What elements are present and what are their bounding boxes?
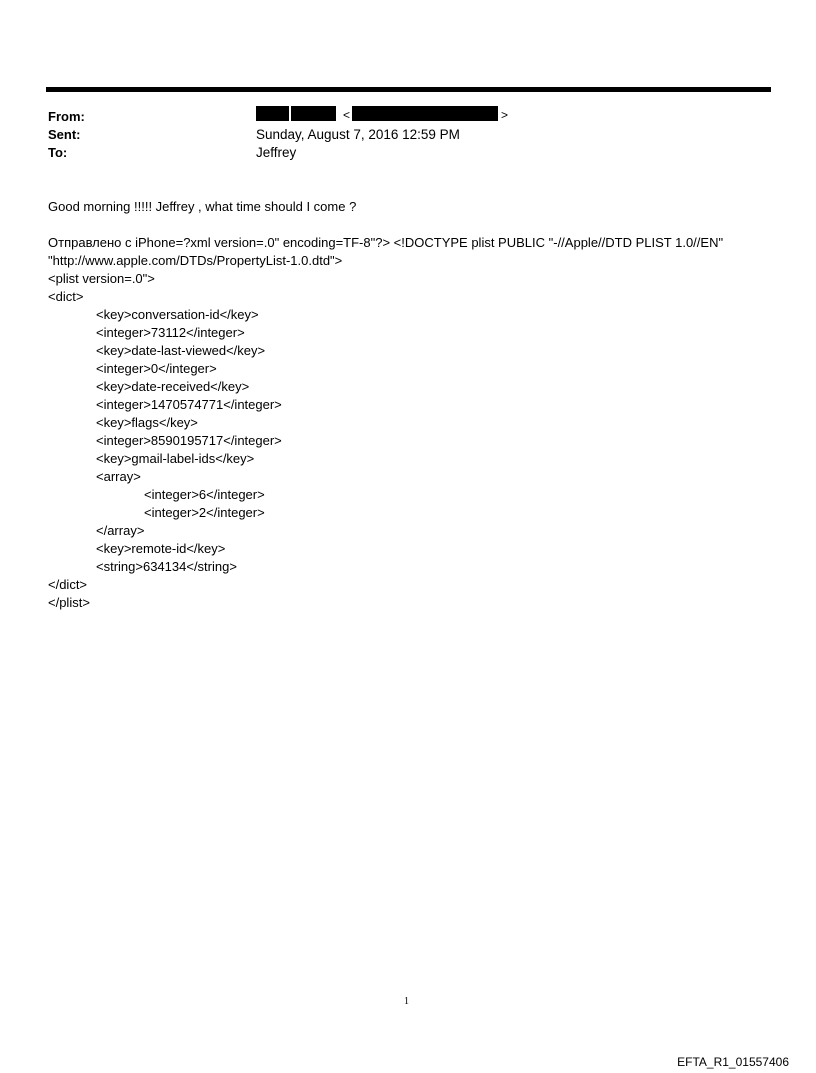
body-line: <key>date-received</key>	[96, 379, 250, 394]
body-line: <plist version=.0">	[48, 271, 155, 286]
sent-value: Sunday, August 7, 2016 12:59 PM	[256, 127, 460, 142]
to-label: To:	[48, 145, 68, 160]
body-line: <key>date-last-viewed</key>	[96, 343, 266, 358]
header-rule	[46, 87, 771, 92]
email-open-bracket: <	[343, 108, 351, 122]
to-value: Jeffrey	[256, 145, 297, 160]
redacted-sender-email	[352, 106, 498, 121]
email-close-bracket: >	[501, 108, 509, 122]
body-line: </plist>	[48, 595, 90, 610]
body-line: <integer>6</integer>	[144, 487, 265, 502]
body-line: </dict>	[48, 577, 88, 592]
body-line: <integer>73112</integer>	[96, 325, 245, 340]
body-line: <key>gmail-label-ids</key>	[96, 451, 255, 466]
body-line: <integer>0</integer>	[96, 361, 217, 376]
body-line: </array>	[96, 523, 145, 538]
greeting-line: Good morning !!!!! Jeffrey , what time should I come ?	[48, 199, 357, 214]
body-line: <integer>2</integer>	[144, 505, 265, 520]
body-line: <dict>	[48, 289, 84, 304]
body-line: <integer>8590195717</integer>	[96, 433, 282, 448]
body-line: <key>flags</key>	[96, 415, 198, 430]
body-line: <integer>1470574771</integer>	[96, 397, 282, 412]
body-line: Отправлено с iPhone=?xml version=.0" encoding=TF-8"?> <!DOCTYPE plist PUBLIC "-//Apple//DTD PLIST 1.0//EN"	[48, 235, 724, 250]
sent-label: Sent:	[48, 127, 81, 142]
document-id: EFTA_R1_01557406	[677, 1055, 789, 1069]
redacted-sender-last-name	[291, 106, 336, 121]
page-number: 1	[404, 996, 409, 1007]
body-line: <key>conversation-id</key>	[96, 307, 259, 322]
body-line: <key>remote-id</key>	[96, 541, 226, 556]
redacted-sender-first-name	[256, 106, 289, 121]
body-line: "http://www.apple.com/DTDs/PropertyList-1.0.dtd">	[48, 253, 343, 268]
body-line: <array>	[96, 469, 141, 484]
from-label: From:	[48, 109, 85, 124]
body-line: <string>634134</string>	[96, 559, 237, 574]
